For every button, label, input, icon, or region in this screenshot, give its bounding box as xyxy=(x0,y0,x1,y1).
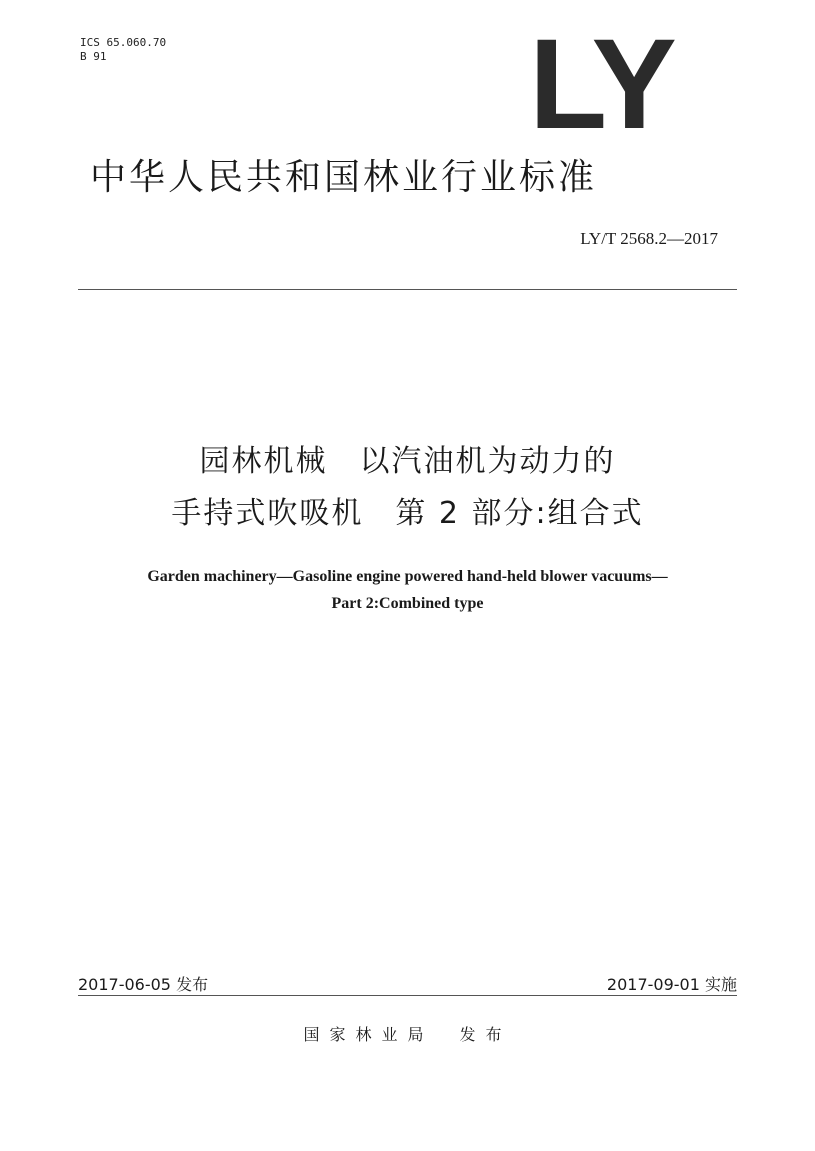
classification-codes xyxy=(80,36,166,64)
standard-number: LY/T 2568.2—2017 xyxy=(580,229,718,248)
ics-code: ICS 65.060.70 xyxy=(80,36,167,49)
chinese-title-line-2: 手持式吹吸机 第 2 部分:组合式 xyxy=(171,496,644,531)
ccs-code: B 91 xyxy=(80,50,107,63)
english-title-line-1: Garden machinery—Gasoline engine powered hand-held blower vacuums— xyxy=(147,568,668,585)
standard-logo: LY xyxy=(529,13,673,156)
english-title-line-2: Part 2:Combined type xyxy=(331,595,484,612)
implement-date: 2017-09-01 实施 xyxy=(606,975,737,994)
top-divider xyxy=(78,289,737,290)
bottom-divider xyxy=(78,995,737,996)
publish-date: 2017-06-05 发布 xyxy=(78,975,209,994)
standard-category-title: 中华人民共和国林业行业标准 xyxy=(90,157,598,198)
issuing-authority: 国家林业局 发布 xyxy=(303,1025,512,1044)
chinese-title-line-1: 园林机械 以汽油机为动力的 xyxy=(199,444,616,479)
